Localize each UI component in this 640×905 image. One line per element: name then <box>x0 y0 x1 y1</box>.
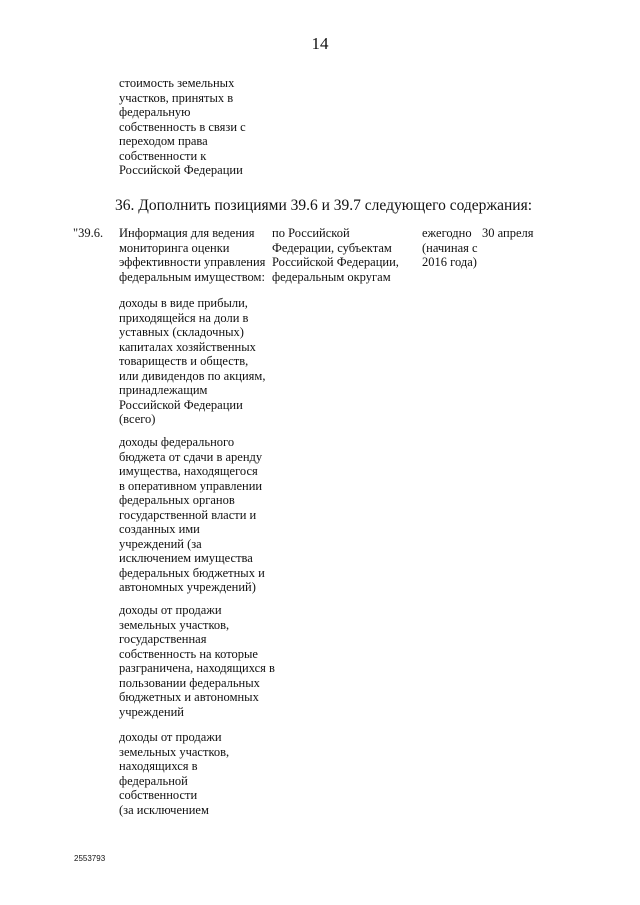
text-line: Российской Федерации <box>119 163 243 177</box>
document-code: 2553793 <box>74 854 106 863</box>
text-line: доходы федерального <box>119 435 235 449</box>
text-line: учреждений (за <box>119 536 202 551</box>
text-line: стоимость земельных <box>119 76 235 90</box>
text-line: государственная <box>119 632 207 646</box>
text-line: Информация для ведения <box>119 226 255 240</box>
text-line: Российской Федерации, <box>272 255 399 269</box>
text-line: (всего) <box>119 412 156 426</box>
continuation-text <box>119 76 279 178</box>
text-line: или дивидендов по акциям, <box>119 368 266 383</box>
text-line: переходом права <box>119 134 208 148</box>
page-number: 14 <box>311 34 329 53</box>
text-line: земельных участков, <box>119 617 230 632</box>
text-line: участков, принятых в <box>119 90 234 105</box>
text-line: Федерации, субъектам <box>272 240 392 255</box>
text-line: исключением имущества <box>119 551 253 565</box>
text-line: созданных ими <box>119 522 200 536</box>
text-line: федеральную <box>119 105 191 119</box>
text-line: федеральной <box>119 773 188 788</box>
text-line: разграничена, находящихся в <box>119 661 275 675</box>
sub-item <box>119 730 279 817</box>
text-line: собственности к <box>119 148 207 163</box>
text-line: государственной власти и <box>119 507 257 522</box>
text-line: автономных учреждений) <box>119 580 256 594</box>
item-level <box>272 226 412 284</box>
sub-item <box>119 603 279 719</box>
item-deadline: 30 апреля <box>482 226 534 240</box>
text-line: имущества, находящегося <box>119 464 258 478</box>
text-line: по Российской <box>272 226 350 240</box>
sub-item <box>119 296 279 427</box>
section-heading: 36. Дополнить позициями 39.6 и 39.7 следующего содержания: <box>115 197 533 214</box>
text-line: собственности <box>119 788 198 802</box>
text-line: собственность на которые <box>119 646 258 661</box>
text-line: эффективности управления <box>119 255 266 269</box>
item-number: "39.6. <box>73 226 104 240</box>
text-line: доходы в виде прибыли, <box>119 296 248 310</box>
text-line: федеральных бюджетных и <box>119 565 265 580</box>
text-line: федеральным имуществом: <box>119 269 265 284</box>
text-line: учреждений <box>119 704 184 719</box>
sub-item <box>119 435 279 595</box>
text-line: уставных (складочных) <box>119 325 244 339</box>
text-line: (начиная с <box>422 240 478 255</box>
text-line: собственность в связи с <box>119 119 246 134</box>
text-line: бюджетных и автономных <box>119 690 259 704</box>
text-line: 2016 года) <box>422 255 477 269</box>
text-line: мониторинга оценки <box>119 240 230 255</box>
text-line: земельных участков, <box>119 744 230 759</box>
text-line: ежегодно <box>422 226 472 240</box>
item-description <box>119 226 279 284</box>
text-line: товариществ и обществ, <box>119 354 249 368</box>
text-line: капиталах хозяйственных <box>119 339 256 354</box>
text-line: (за исключением <box>119 802 209 817</box>
text-line: приходящейся на доли в <box>119 310 249 325</box>
text-line: доходы от продажи <box>119 603 222 617</box>
text-line: принадлежащим <box>119 383 208 397</box>
text-line: пользовании федеральных <box>119 675 260 690</box>
text-line: федеральных органов <box>119 493 235 507</box>
text-line: доходы от продажи <box>119 730 222 744</box>
text-line: находящихся в <box>119 759 198 773</box>
text-line: федеральным округам <box>272 269 391 284</box>
text-line: в оперативном управлении <box>119 478 263 493</box>
text-line: бюджета от сдачи в аренду <box>119 449 263 464</box>
text-line: Российской Федерации <box>119 397 243 412</box>
